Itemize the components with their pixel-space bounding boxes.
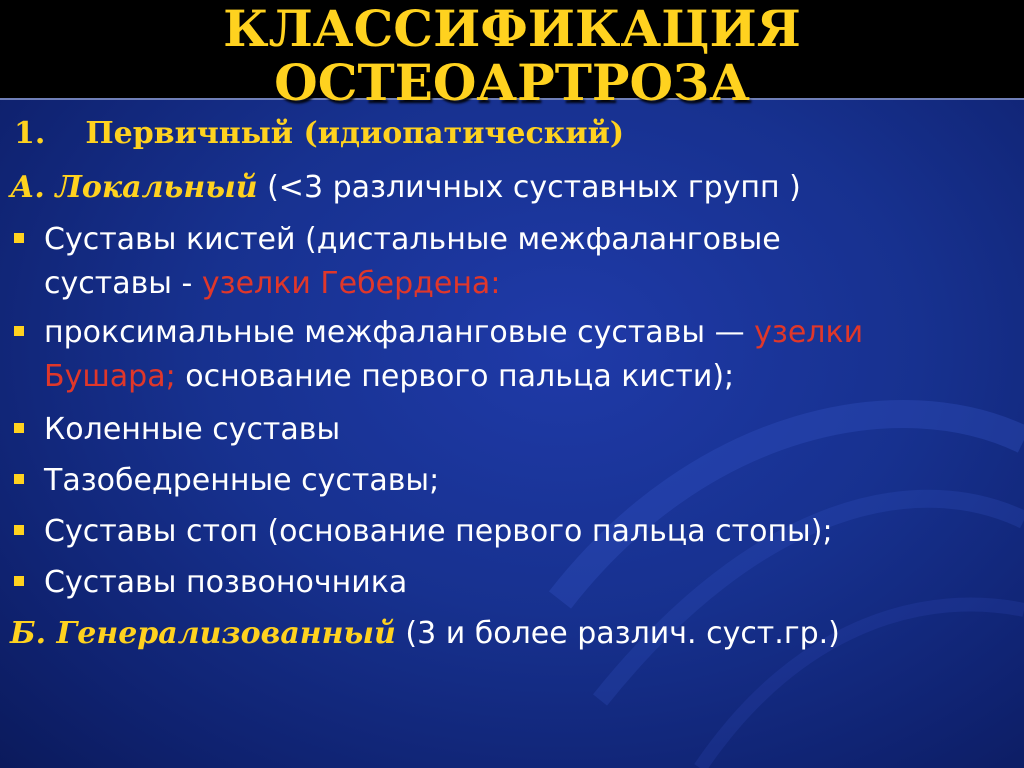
primary-label: Первичный (идиопатический) (85, 116, 625, 151)
primary-number: 1. (14, 116, 46, 151)
generalized-label: Б. Генерализованный (10, 616, 396, 651)
title-line-2: ОСТЕОАРТРОЗА (274, 53, 750, 112)
heberden-nodes: узелки Гебердена: (201, 266, 501, 301)
list-item-hand-joints-line2: суставы - узелки Гебердена: (44, 266, 501, 301)
slide-title (0, 2, 1024, 110)
list-item-proximal-line2: Бушара; основание первого пальца кисти); (44, 359, 735, 394)
generalized-heading (10, 614, 840, 654)
local-label: А. Локальный (10, 170, 258, 205)
list-item-hand-joints-line1: Суставы кистей (дистальные межфаланговые (44, 222, 781, 257)
list-item-proximal-line1: проксимальные межфаланговые суставы — узелки (44, 315, 864, 350)
list-item-feet: Суставы стоп (основание первого пальца стопы); (44, 514, 833, 549)
bullet-marker (14, 423, 24, 433)
bullet-marker (14, 474, 24, 484)
bullet-marker (14, 576, 24, 586)
title-line-1: КЛАССИФИКАЦИЯ (223, 0, 801, 58)
bouchard-nodes-part1: узелки (754, 315, 864, 350)
list-item-hip: Тазобедренные суставы; (44, 463, 440, 498)
list-item-spine: Суставы позвоночника (44, 565, 408, 600)
list-item-knee: Коленные суставы (44, 412, 341, 447)
bullet-marker (14, 525, 24, 535)
bullet-marker (14, 326, 24, 336)
local-heading (10, 168, 801, 208)
bullet-marker (14, 233, 24, 243)
primary-heading (14, 114, 624, 154)
generalized-note: (3 и более различ. суст.гр.) (395, 616, 840, 651)
local-note: (<3 различных суставных групп ) (257, 170, 801, 205)
bouchard-nodes-part2: Бушара; (44, 359, 176, 394)
